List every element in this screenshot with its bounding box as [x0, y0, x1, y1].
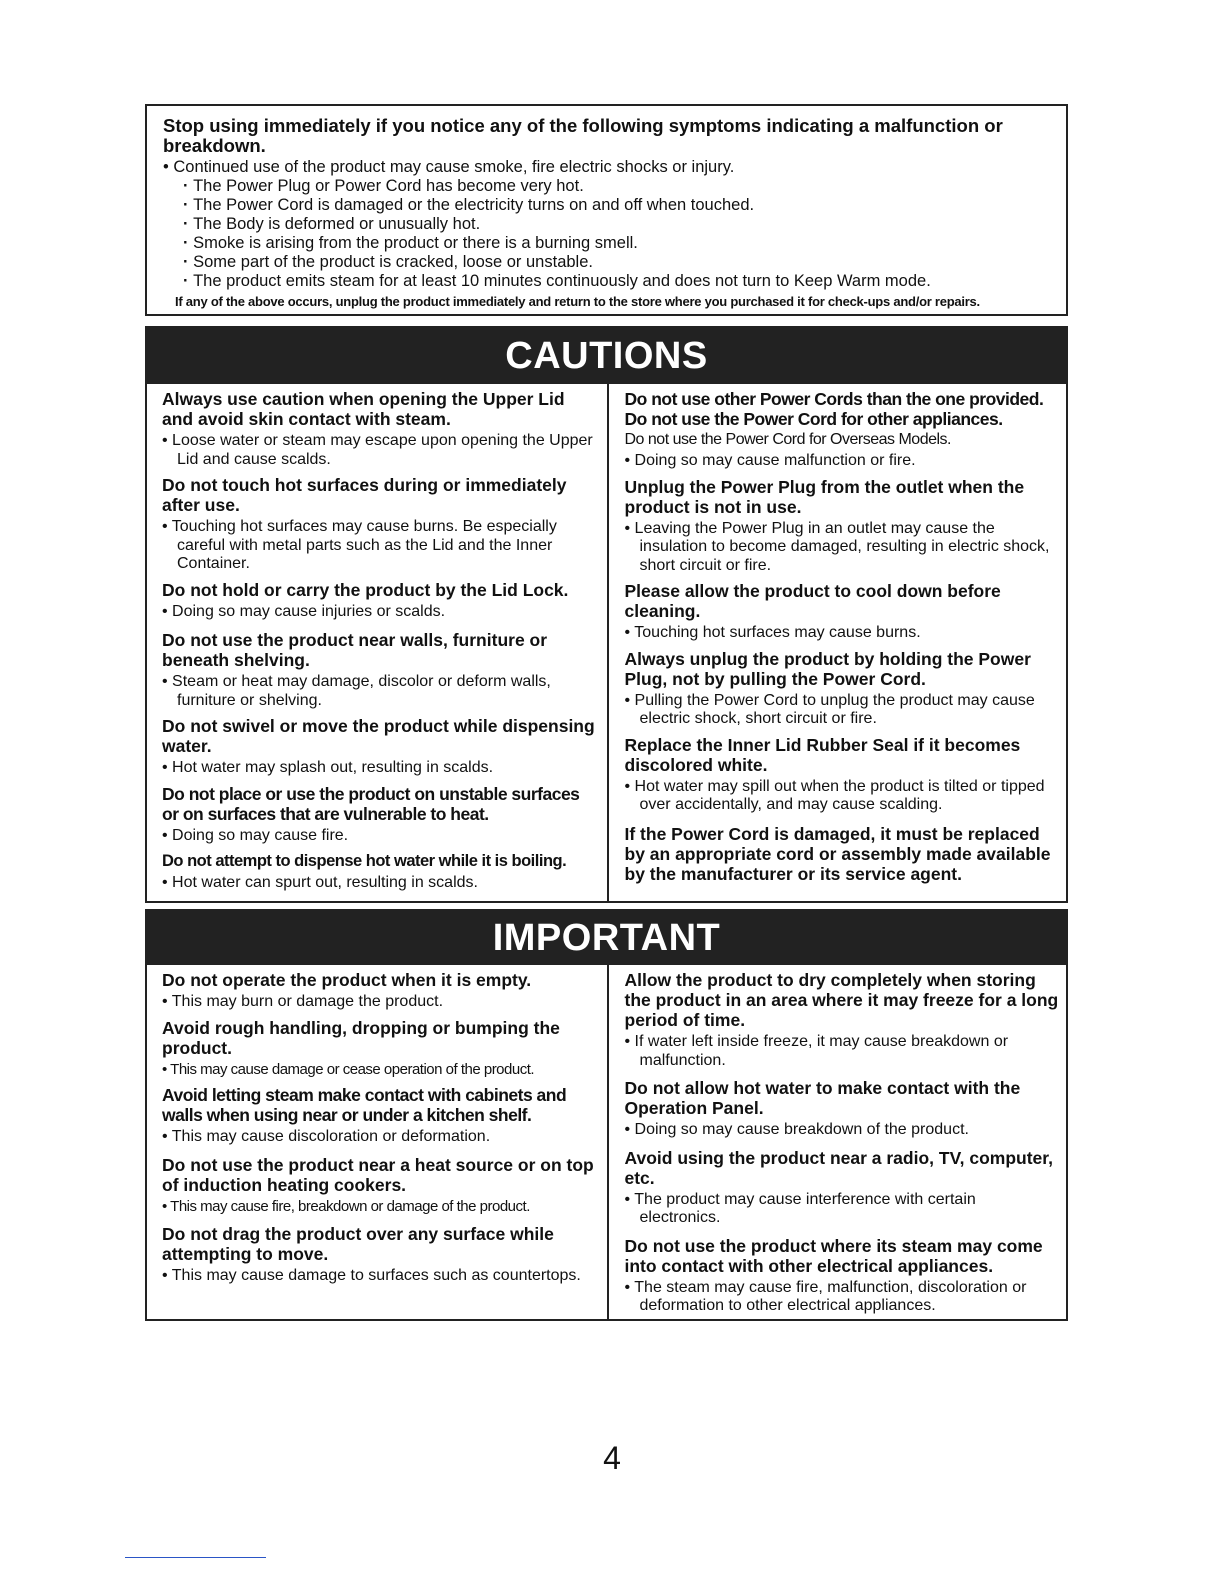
symptom-item: · Smoke is arising from the product or there is a burning smell.: [163, 234, 1052, 253]
caution-heading: Do not attempt to dispense hot water while it is boiling.: [162, 852, 567, 870]
important-left-column: [147, 965, 607, 1319]
symptom-item: · The product emits steam for at least 10 minutes continuously and does not turn to Keep Warm mode.: [163, 272, 1052, 291]
cautions-banner: CAUTIONS: [147, 328, 1066, 384]
important-note: • If water left inside freeze, it may cause breakdown or malfunction.: [625, 1033, 1061, 1070]
important-heading: Do not use the product near a heat source or on top of induction heating cookers.: [162, 1154, 594, 1195]
caution-plain-text: Do not use the Power Cord for Overseas Models.: [624, 431, 951, 448]
important-heading: Do not operate the product when it is empty.: [162, 970, 532, 990]
important-note: • This may cause fire, breakdown or damage of the product.: [162, 1198, 599, 1217]
important-note: • Doing so may cause breakdown of the product.: [625, 1121, 1061, 1140]
important-note: • This may cause damage to surfaces such as countertops.: [162, 1267, 599, 1286]
caution-heading: Replace the Inner Lid Rubber Seal if it becomes discolored white.: [624, 734, 1021, 775]
important-note: • This may cause damage or cease operation of the product.: [162, 1061, 599, 1080]
cautions-columns: [147, 384, 1066, 901]
important-heading: Avoid rough handling, dropping or bumping the product.: [162, 1017, 560, 1058]
cautions-section: [145, 326, 1068, 903]
footer-divider: [125, 1557, 266, 1558]
caution-heading: Do not use the Power Cord for other appliances.: [624, 409, 1003, 429]
warning-bullet: • Continued use of the product may cause smoke, fire electric shocks or injury.: [163, 158, 1052, 177]
important-right-column: [607, 965, 1067, 1319]
important-note: • The product may cause interference with certain electronics.: [625, 1191, 1061, 1228]
caution-note: • Hot water may spill out when the product is tilted or tipped over accidentally, and may cause scalding.: [625, 778, 1061, 815]
important-heading: Avoid letting steam make contact with cabinets and walls when using near or under a kitchen shelf.: [162, 1085, 567, 1125]
important-section: [145, 909, 1068, 1321]
symptom-item: · Some part of the product is cracked, loose or unstable.: [163, 253, 1052, 272]
cautions-right-column: [607, 384, 1067, 901]
caution-note: • Loose water or steam may escape upon opening the Upper Lid and cause scalds.: [162, 432, 599, 469]
caution-note: • Doing so may cause injuries or scalds.: [162, 603, 599, 622]
symptom-item: · The Power Plug or Power Cord has become very hot.: [163, 177, 1052, 196]
important-heading: Do not drag the product over any surface while attempting to move.: [162, 1224, 554, 1264]
caution-heading: Always unplug the product by holding the Power Plug, not by pulling the Power Cord.: [624, 648, 1031, 689]
important-columns: [147, 965, 1066, 1319]
warning-heading: Stop using immediately if you notice any of the following symptoms indicating a malfunction or breakdown.: [163, 115, 1003, 156]
symptom-item: · The Body is deformed or unusually hot.: [163, 215, 1052, 234]
caution-heading: Do not hold or carry the product by the Lid Lock.: [162, 579, 569, 600]
caution-heading: Do not use the product near walls, furniture or beneath shelving.: [162, 630, 548, 670]
caution-note: • Doing so may cause fire.: [162, 827, 599, 846]
symptom-item: · The Power Cord is damaged or the electricity turns on and off when touched.: [163, 196, 1052, 215]
important-heading: Avoid using the product near a radio, TV, computer, etc.: [624, 1147, 1053, 1188]
caution-note: • Hot water may splash out, resulting in scalds.: [162, 759, 599, 778]
malfunction-warning-box: [145, 104, 1068, 316]
caution-heading: Do not use other Power Cords than the one provided.: [624, 389, 1044, 409]
important-banner: IMPORTANT: [147, 911, 1066, 965]
caution-heading: Do not swivel or move the product while dispensing water.: [162, 716, 595, 756]
important-heading: Do not allow hot water to make contact with the Operation Panel.: [624, 1078, 1021, 1118]
caution-note: • Touching hot surfaces may cause burns. Be especially careful with metal parts such as the Lid and the Inner Container.: [162, 518, 599, 574]
caution-note: • Doing so may cause malfunction or fire.: [625, 452, 1061, 471]
caution-heading: Please allow the product to cool down before cleaning.: [624, 581, 1001, 621]
caution-note: • Leaving the Power Plug in an outlet may cause the insulation to become damaged, resulting in electric shock, short circuit or fire.: [625, 520, 1061, 576]
caution-note: • Hot water can spurt out, resulting in scalds.: [162, 874, 599, 893]
caution-heading: Always use caution when opening the Upper Lid and avoid skin contact with steam.: [162, 389, 565, 429]
caution-note: • Touching hot surfaces may cause burns.: [625, 624, 1061, 643]
caution-heading: Do not place or use the product on unstable surfaces or on surfaces that are vulnerable to heat.: [162, 783, 580, 824]
important-note: • The steam may cause fire, malfunction, discoloration or deformation to other electrical appliances.: [625, 1279, 1061, 1316]
page-number: 4: [603, 1440, 621, 1476]
caution-note: • Steam or heat may damage, discolor or deform walls, furniture or shelving.: [162, 673, 599, 710]
important-note: • This may burn or damage the product.: [162, 993, 599, 1012]
important-note: • This may cause discoloration or deformation.: [162, 1128, 599, 1147]
caution-heading: Unplug the Power Plug from the outlet when the product is not in use.: [624, 476, 1025, 517]
caution-heading: If the Power Cord is damaged, it must be replaced by an appropriate cord or assembly made available by the manufacturer or its service agent.: [624, 823, 1051, 884]
important-heading: Allow the product to dry completely when storing the product in an area where it may freeze for a long period of time.: [624, 970, 1059, 1030]
caution-note: • Pulling the Power Cord to unplug the product may cause electric shock, short circuit or fire.: [625, 692, 1061, 729]
important-heading: Do not use the product where its steam may come into contact with other electrical appliances.: [624, 1235, 1043, 1276]
cautions-left-column: [147, 384, 607, 901]
caution-heading: Do not touch hot surfaces during or immediately after use.: [162, 475, 567, 515]
warning-footer: If any of the above occurs, unplug the product immediately and return to the store where you purchased it for check-ups and/or repairs.: [175, 294, 980, 309]
